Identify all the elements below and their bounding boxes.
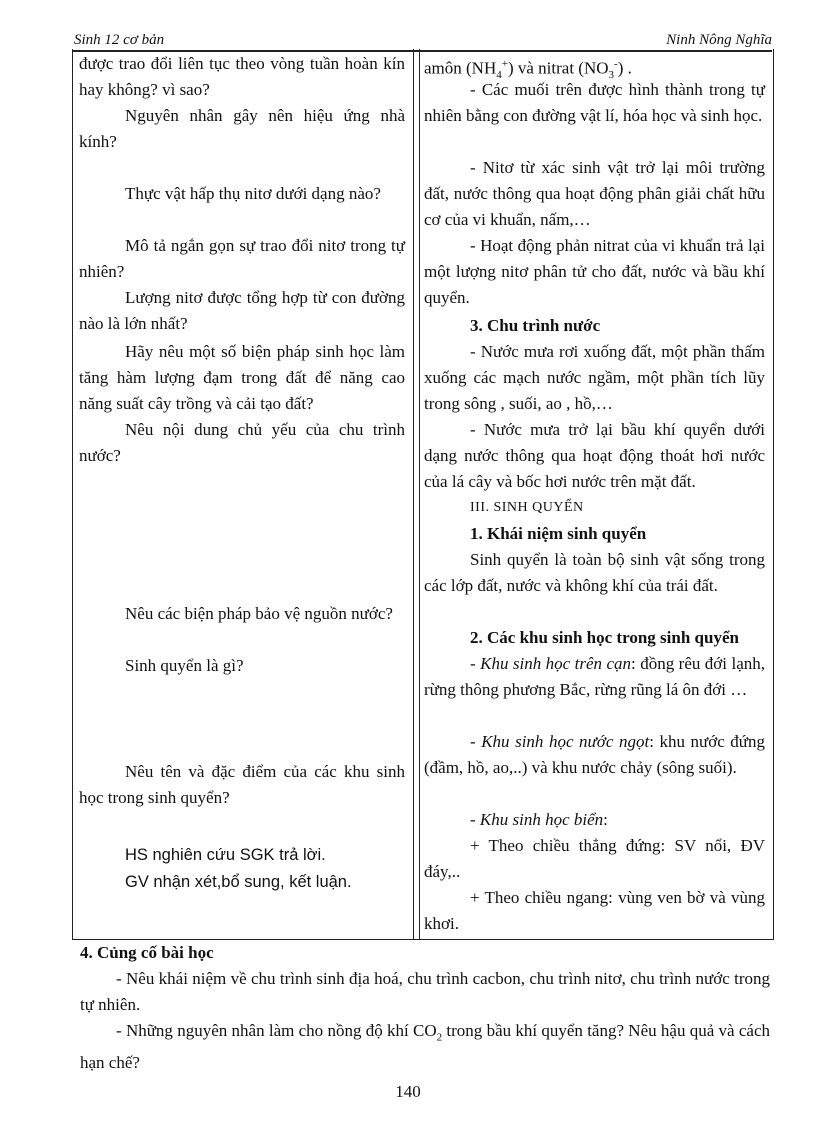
question-10: Nêu tên và đặc điểm của các khu sinh học trong sinh quyển? [79, 762, 405, 807]
header-left: Sinh 12 cơ bản [74, 32, 165, 48]
question-1: được trao đổi liên tục theo vòng tuần hoàn kín hay không? vì sao? [79, 54, 405, 99]
answer-decomposition: - Nitơ từ xác sinh vật trở lại môi trường đất, nước thông qua hoạt động phân giải chất hữu cơ của vi khuẩn, nấm,… [424, 158, 765, 229]
question-4: Mô tả ngắn gọn sự trao đổi nitơ trong tự nhiên? [79, 236, 405, 281]
question-6: Hãy nêu một số biện pháp sinh học làm tăng hàm lượng đạm trong đất để năng cao năng suất cây trồng và cải tạo đất? [79, 342, 405, 413]
question-8: Nêu các biện pháp bảo vệ nguồn nước? [125, 604, 393, 623]
consolidation-q2: - Những nguyên nhân làm cho nồng độ khí $CO_2$ trong bầu khí quyển tăng? Nêu hậu quả và cách hạn chế? [80, 1021, 771, 1073]
biome-marine: - Khu sinh học biển: [470, 810, 608, 829]
page-number: 140 [395, 1082, 421, 1101]
answer-evaporation: - Nước mưa trở lại bầu khí quyển dưới dạng nước thông qua hoạt động thoát hơi nước của lá cây và bốc hơi nước trên mặt đất. [424, 420, 765, 491]
student-note: HS nghiên cứu SGK trả lời. [125, 846, 326, 864]
heading-biomes: 2. Các khu sinh học trong sinh quyển [470, 628, 739, 647]
heading-biosphere-concept: 1. Khái niệm sinh quyển [470, 524, 647, 543]
teacher-note: GV nhận xét,bổ sung, kết luận. [125, 873, 352, 891]
biome-terrestrial: - Khu sinh học trên cạn: đồng rêu đới lạnh, rừng thông phương Bắc, rừng rũng lá ôn đới … [424, 654, 765, 699]
question-7: Nêu nội dung chủ yếu của chu trình nước? [79, 420, 405, 465]
marine-horizontal: + Theo chiều ngang: vùng ven bờ và vùng khơi. [424, 888, 765, 933]
question-5: Lượng nitơ được tổng hợp từ con đường nào là lớn nhất? [79, 288, 405, 333]
header-right: Ninh Nông Nghĩa [666, 32, 772, 48]
heading-consolidation: 4. Củng cố bài học [80, 943, 214, 962]
marine-vertical: + Theo chiều thẳng đứng: SV nổi, ĐV đáy,.. [424, 836, 765, 881]
question-2: Nguyên nhân gây nên hiệu ứng nhà kính? [79, 106, 405, 151]
section-biosphere: III. SINH QUYỂN [470, 500, 584, 515]
consolidation-q1: - Nêu khái niệm về chu trình sinh địa hoá, chu trình cacbon, chu trình nitơ, chu trình nước trong tự nhiên. [80, 969, 770, 1014]
answer-biosphere: Sinh quyển là toàn bộ sinh vật sống trong các lớp đất, nước và không khí của trái đất. [424, 550, 765, 595]
answer-denitrification: - Hoạt động phản nitrat của vi khuẩn trả lại một lượng nitơ phân tử cho đất, nước và bầu khí quyển. [424, 236, 765, 307]
column-divider [413, 49, 420, 939]
question-3: Thực vật hấp thụ nitơ dưới dạng nào? [125, 184, 381, 203]
question-9: Sinh quyển là gì? [125, 656, 244, 675]
lesson-table [72, 49, 774, 940]
nitrogen-forms: amôn $(NH_4^+)$ và nitrat $(NO_3^-)$ . [424, 58, 632, 82]
biome-freshwater: - Khu sinh học nước ngọt: khu nước đứng (đầm, hồ, ao,..) và khu nước chảy (sông suối). [424, 732, 766, 777]
heading-water-cycle: 3. Chu trình nước [470, 316, 601, 335]
answer-rain: - Nước mưa rơi xuống đất, một phần thấm xuống các mạch nước ngầm, một phần tích lũy trong sông , suối, ao , hồ,… [424, 342, 765, 413]
answer-salts: - Các muối trên được hình thành trong tự nhiên bằng con đường vật lí, hóa học và sinh học. [424, 80, 765, 125]
